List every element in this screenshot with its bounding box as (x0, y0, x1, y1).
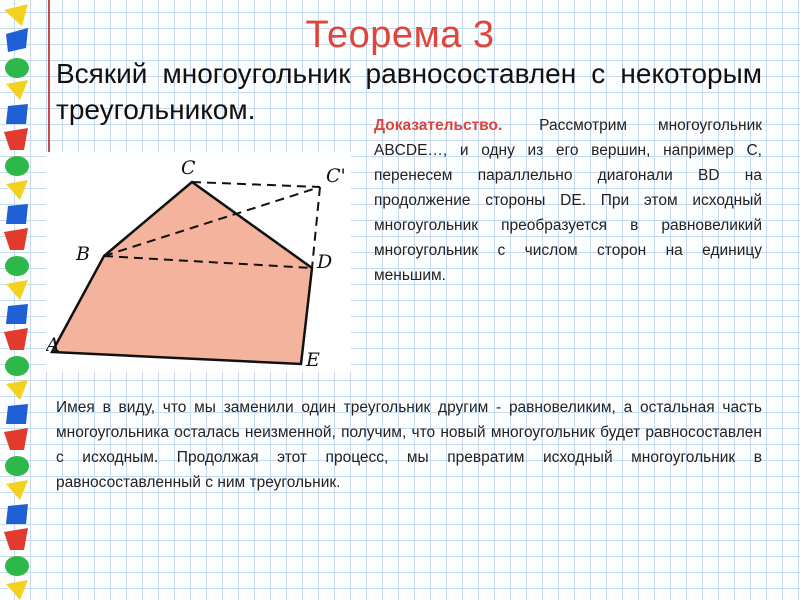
decorative-shapes (0, 0, 34, 600)
polygon-figure (46, 152, 351, 372)
label-e: E (306, 349, 320, 371)
proof-block (374, 113, 762, 288)
segment-cc-prime (192, 182, 320, 187)
page-title: Теорема 3 (305, 14, 495, 56)
decorative-shapes-strip (0, 0, 34, 600)
proof-lead: Доказательство. (374, 117, 503, 134)
polygon-diagram (46, 152, 351, 372)
conclusion-paragraph: Имея в виду, что мы заменили один треугольник другим - равновеликим, а остальная часть многоугольника осталась неизменной, получим, что новый многоугольник будет равносоставлен с исходным. Продолжая этот процесс, мы превратим исходный многоугольник в равносоставленный с ним треугольник. (56, 399, 762, 491)
proof-text: Рассмотрим многоугольник ABCDE…, и одну из его вершин, например C, перенесем параллельно диагонали BD на продолжение стороны DE. При этом исходный многоугольник преобразуется в равновеликий многоугольник с числом сторон на единицу меньшим. (374, 117, 763, 284)
polygon-abcde (52, 182, 312, 364)
label-b: B (76, 243, 90, 265)
shape-group-1 (4, 4, 29, 600)
label-a: A (46, 334, 60, 356)
label-d: D (317, 251, 333, 273)
theorem-statement: Всякий многоугольник равносоставлен с некоторым треугольником. (56, 58, 762, 125)
label-c: C (181, 157, 196, 179)
label-c-prime: C' (326, 165, 346, 187)
